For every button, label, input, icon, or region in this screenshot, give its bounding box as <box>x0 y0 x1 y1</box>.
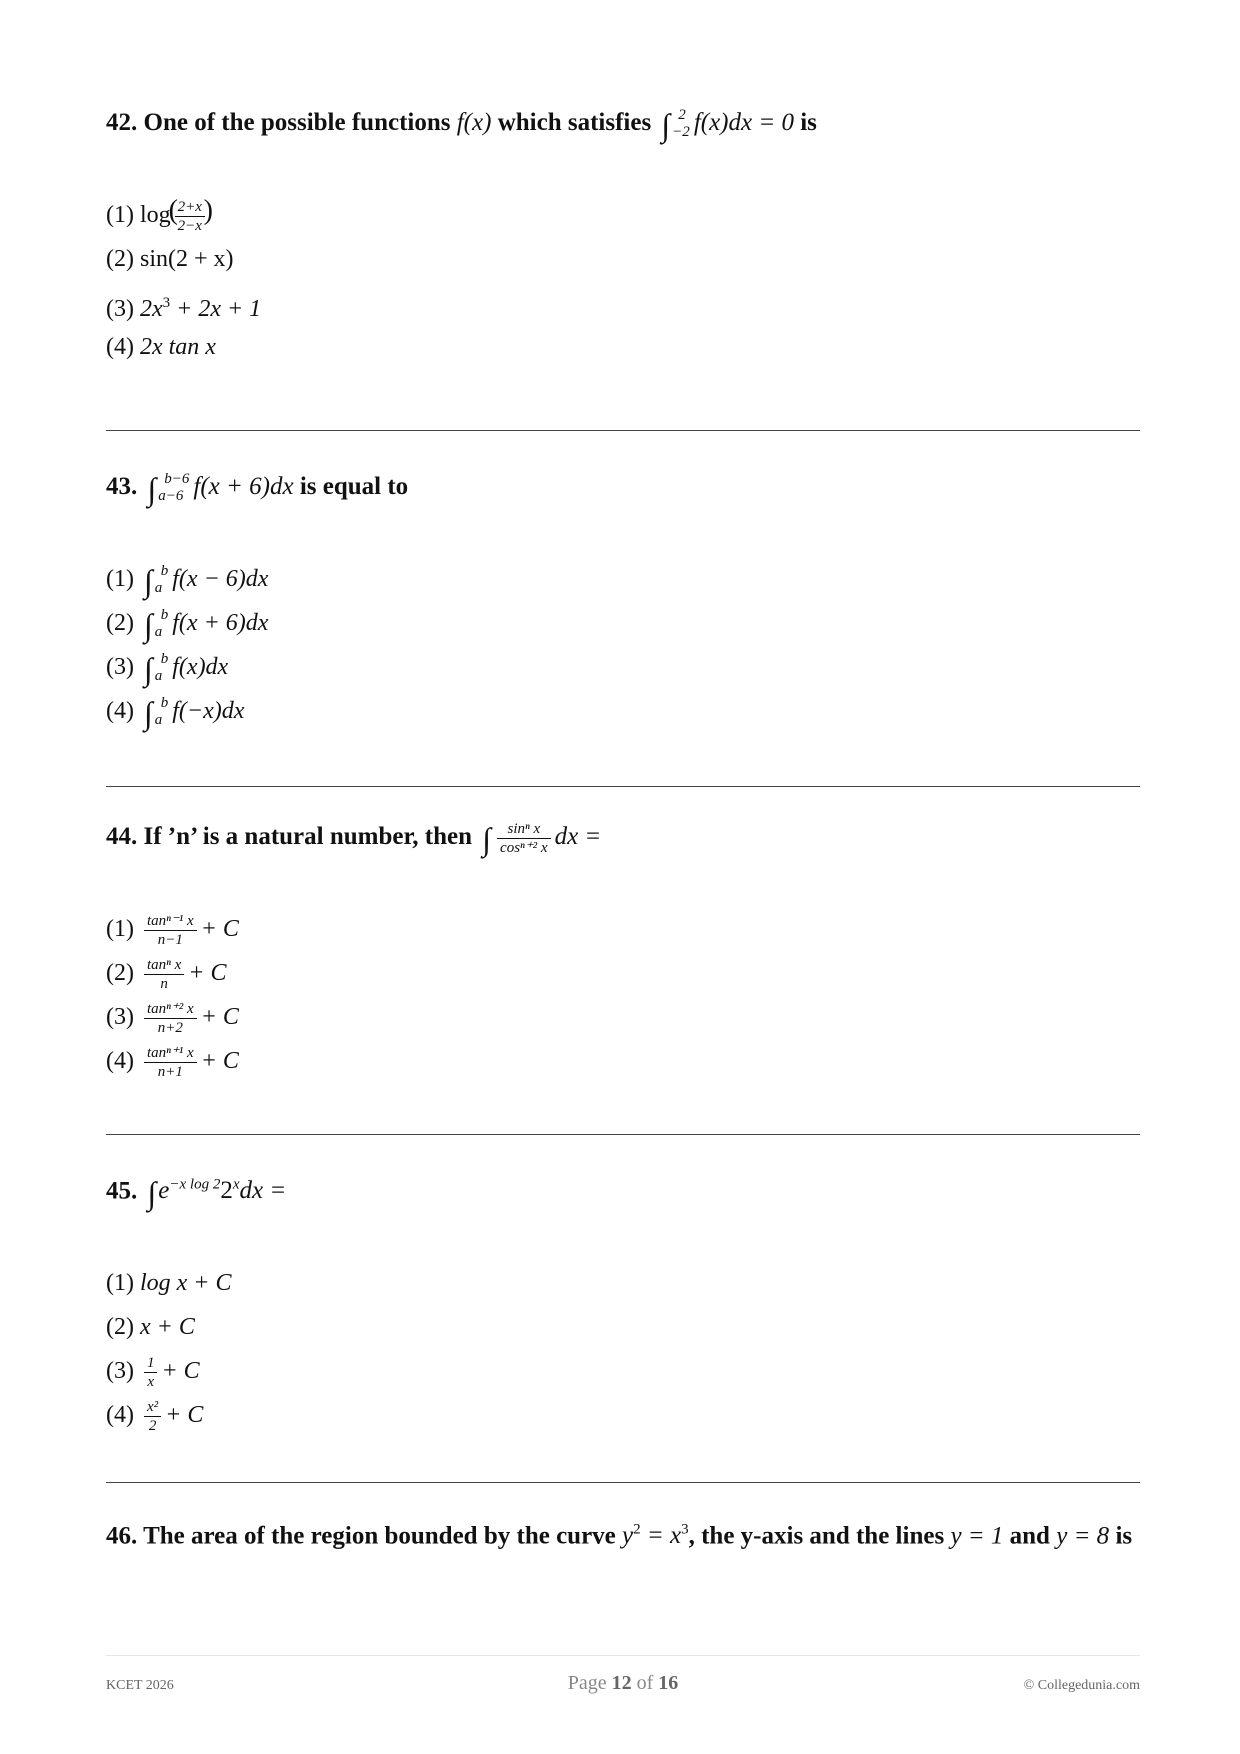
option-3: (3) $\frac{\text{tanⁿ⁺² x}}{n+2}$ + C <box>106 1000 239 1036</box>
option-4: (4) ∫ b a f(−x)dx <box>106 695 245 731</box>
option-4: (4) $\frac{\text{tanⁿ⁺¹ x}}{n+1}$ + C <box>106 1044 239 1080</box>
page-footer <box>106 1655 1140 1696</box>
divider <box>106 786 1140 787</box>
option-4: (4) $\frac{\text{x²}}{2}$ + C <box>106 1399 204 1435</box>
question-45-stem: 45. $\int e^{-x log 2}2^xdx$ = <box>106 1175 287 1212</box>
page-number: Page 12 of 16 <box>567 1672 679 1694</box>
option-4: (4) 2x tan x <box>106 334 216 360</box>
divider <box>106 1482 1140 1483</box>
divider <box>106 430 1140 431</box>
option-2: (2) ∫ b a f(x + 6)dx <box>106 607 269 643</box>
option-3: (3) $\frac{1}{x}$ + C <box>106 1355 200 1391</box>
question-45-options <box>106 1261 1140 1437</box>
option-2: (2) x + C <box>106 1314 195 1341</box>
question-43-options <box>106 557 1140 733</box>
option-1: (1) $\frac{\text{tanⁿ⁻¹ x}}{n-1}$ + C <box>106 912 239 948</box>
question-45 <box>106 1163 1140 1437</box>
option-3: (3) $2x^3 + 2x + 1$ <box>106 295 262 322</box>
option-1: (1) log ( 2+x 2−x ) <box>106 194 213 234</box>
option-2: (2) $\frac{\text{tanⁿ x}}{n}$ + C <box>106 956 227 992</box>
question-44-stem: 44. If ’n’ is a natural number, then ∫ $\frac{\text{sinⁿ x}}{\text{cosⁿ⁺² x}}$ dx = <box>106 820 602 857</box>
question-44-options <box>106 907 1140 1083</box>
copyright: © Collegedunia.com <box>1023 1678 1140 1693</box>
exam-name: KCET 2026 <box>106 1678 174 1693</box>
question-42-options <box>106 193 1140 369</box>
question-42-stem: 42. One of the possible functions f(x) which satisfies ∫ 2 −2 f(x)dx = 0 is <box>106 107 817 143</box>
question-43 <box>106 465 1140 733</box>
divider <box>106 1134 1140 1135</box>
question-42 <box>106 101 1140 369</box>
question-44 <box>106 815 1140 1083</box>
question-46-stem: 46. The area of the region bounded by the curve $y^2 = x^3$, the y-axis and the lines y = 1 and y = 8 is <box>106 1522 1133 1550</box>
question-43-stem: 43. ∫ b−6 a−6 f(x + 6)dx is equal to <box>106 471 409 507</box>
option-3: (3) ∫ b a f(x)dx <box>106 651 229 687</box>
option-1: (1) ∫ b a f(x − 6)dx <box>106 563 269 599</box>
question-46 <box>106 1508 1140 1558</box>
option-2: (2) sin(2 + x) <box>106 246 234 272</box>
option-1: (1) log x + C <box>106 1270 232 1297</box>
